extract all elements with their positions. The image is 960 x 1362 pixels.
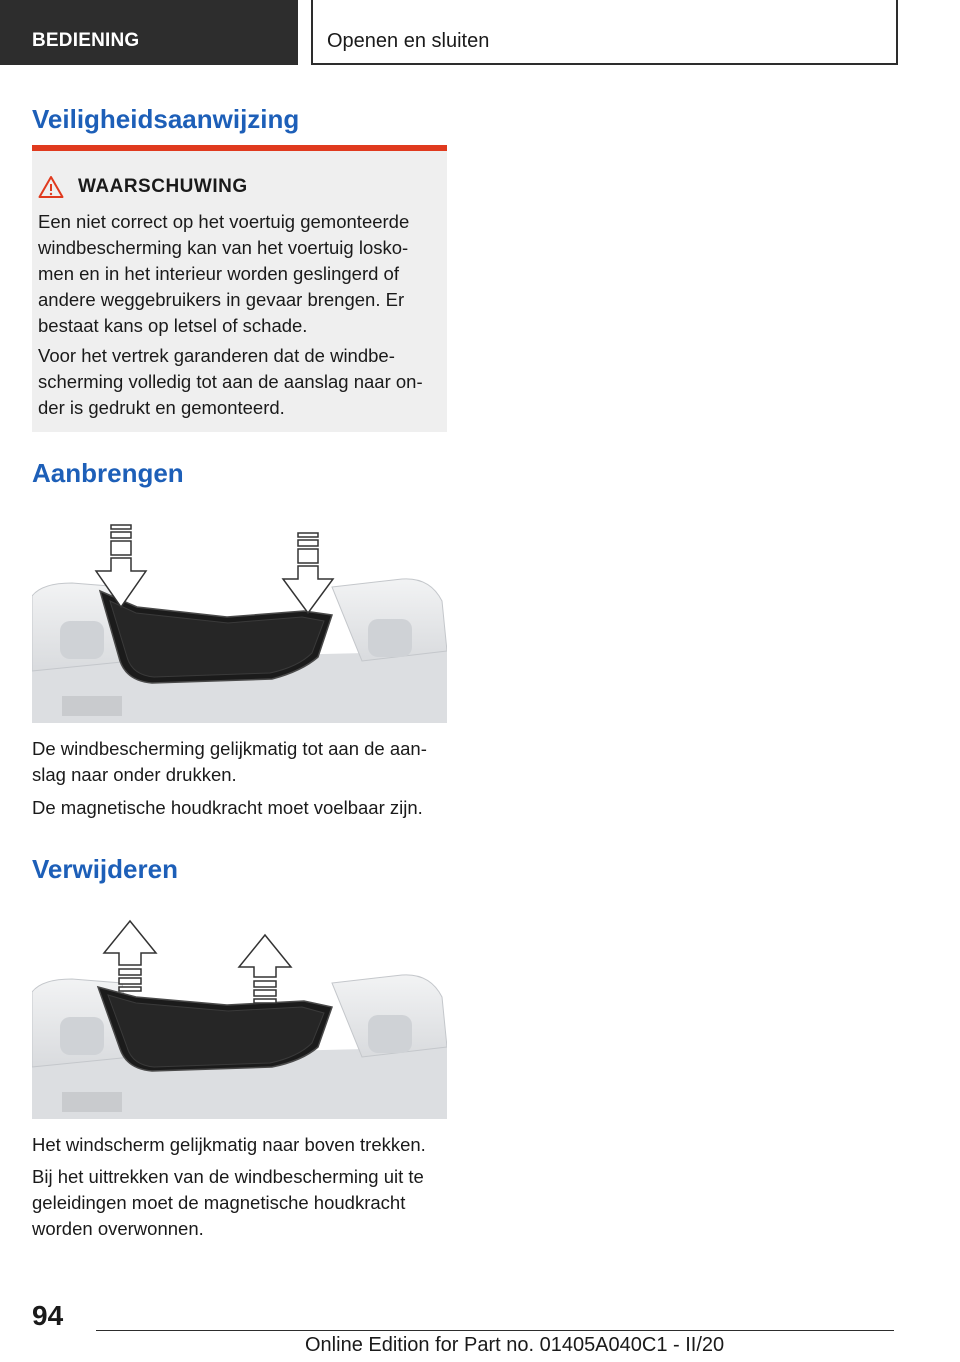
remove-heading: Verwijderen xyxy=(32,854,178,884)
footer-divider xyxy=(96,1330,894,1331)
safety-heading: Veiligheidsaanwijzing xyxy=(32,104,300,134)
warning-line: Een niet correct op het voertuig gemonteerde xyxy=(38,211,410,232)
remove-illustration xyxy=(32,917,447,1119)
chapter-header xyxy=(311,0,898,65)
mount-text: De magnetische houdkracht moet voelbaar zijn. xyxy=(32,797,423,818)
mount-text: De windbescherming gelijkmatig tot aan de aan- xyxy=(32,738,427,759)
section-tab xyxy=(0,0,298,65)
chapter-title: Openen en sluiten xyxy=(327,30,490,52)
remove-text: geleidingen moet de magnetische houdkracht xyxy=(32,1192,406,1213)
footer-edition: Online Edition for Part no. 01405A040C1 - II/20 xyxy=(305,1334,725,1356)
mount-heading: Aanbrengen xyxy=(32,458,184,488)
warning-box xyxy=(32,145,447,432)
remove-text: Het windscherm gelijkmatig naar boven trekken. xyxy=(32,1134,426,1155)
page-number: 94 xyxy=(32,1300,64,1331)
mount-illustration xyxy=(32,521,447,723)
warning-label: WAARSCHUWING xyxy=(78,176,248,197)
warning-header xyxy=(38,175,248,199)
warning-line: scherming volledig tot aan de aanslag naar on- xyxy=(38,371,423,392)
section-label: BEDIENING xyxy=(32,30,140,51)
remove-text: worden overwonnen. xyxy=(32,1218,204,1239)
warning-line: windbescherming kan van het voertuig losko- xyxy=(38,237,409,258)
warning-triangle-icon xyxy=(38,175,64,199)
warning-line: andere weggebruikers in gevaar brengen. Er xyxy=(38,289,405,310)
warning-line: bestaat kans op letsel of schade. xyxy=(38,315,308,336)
warning-line: men en in het interieur worden geslingerd of xyxy=(38,263,399,284)
mount-text: slag naar onder drukken. xyxy=(32,764,237,785)
warning-line: Voor het vertrek garanderen dat de windbe- xyxy=(38,345,395,366)
warning-line: der is gedrukt en gemonteerd. xyxy=(38,397,285,418)
remove-text: Bij het uittrekken van de windbescherming uit te xyxy=(32,1166,424,1187)
